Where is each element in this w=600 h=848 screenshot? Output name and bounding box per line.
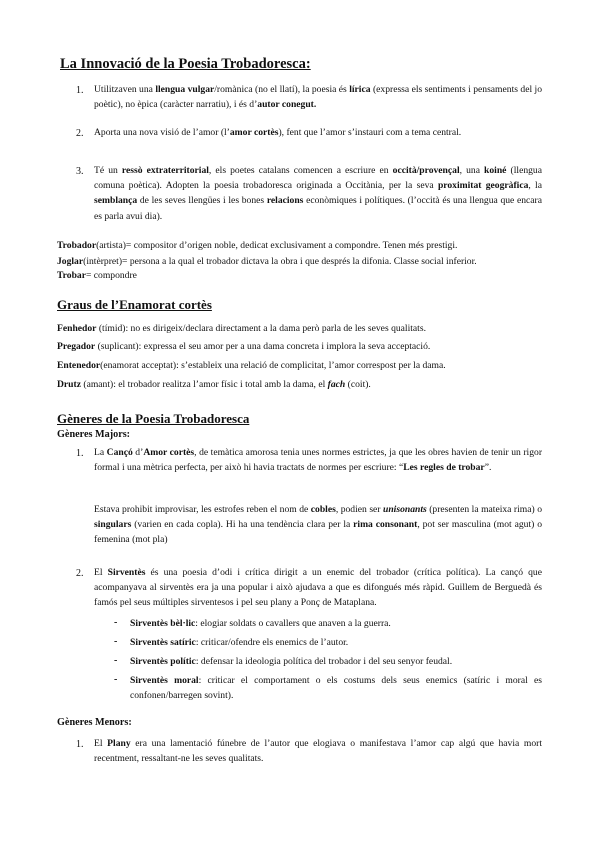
bullet-dash: - <box>114 674 118 685</box>
section-heading: Graus de l’Enamorat cortès <box>57 297 212 312</box>
sirventes-type: Sirventès moral: criticar el comportament o els costums dels seus enemics (satíric i moral es confonen/barregen sovint). <box>130 675 543 701</box>
canso-paragraph-2: Estava prohibit improvisar, les estrofes reben el nom de cobles, podien ser unisonants (presenten la mateixa rima) o singulars (varien en cada copla). Hi ha una tendència clara per la rima consonant, pot ser masculina (mot agut) o femenina (mot pla) <box>94 504 542 546</box>
list-number: 1. <box>76 739 84 750</box>
grau-item: Pregador (suplicant): expressa el seu amor per a una dama concreta i implora la seva acceptació. <box>57 341 431 352</box>
sirventes-type: Sirventès satíric: criticar/ofendre els enemics de l’autor. <box>130 637 349 648</box>
innovation-item: Té un ressò extraterritorial, els poetes catalans comencen a escriure en occità/provençal, una koiné (llengua comuna poètica). Adopten la poesia trobadoresca originada a Occitània, per la seva proximitat geogràfica, la semblança de les seves llengües i les bones relacions econòmiques i polítiques. (l’occità és una llengua que encara es parla avui dia). <box>94 165 543 222</box>
canso-paragraph: La Cançó d’Amor cortès, de temàtica amorosa tenia unes normes estrictes, ja que les obres havien de tenir un rigor formal i una mètrica perfecta, per això hi havia tractats de normes per escriure: “Les regles de trobar”. <box>94 447 543 474</box>
sirventes-type: Sirventès polític: defensar la ideologia política del trobador i del seu senyor feudal. <box>130 656 453 667</box>
plany-paragraph: El Plany era una lamentació fúnebre de l’autor que elogiava o manifestava l’amor cap algú que havia mort recentment, ressaltant-ne les seves qualitats. <box>94 738 542 765</box>
innovation-item: Utilitzaven una llengua vulgar/romànica (no el llatí), la poesia és lírica (expressa els sentiments i pensaments del jo poètic), no èpica (caràcter narratiu), i és d’autor conegut. <box>94 84 543 111</box>
grau-item: Fenhedor (tímid): no es dirigeix/declara directament a la dama però parla de les seves qualitats. <box>57 323 426 334</box>
subsection-label: Gèneres Menors: <box>57 717 132 728</box>
list-number: 2. <box>76 568 84 579</box>
innovation-item: Aporta una nova visió de l’amor (l’amor cortès), fent que l’amor s’instauri com a tema central. <box>94 127 462 138</box>
list-number: 1. <box>76 85 84 96</box>
grau-item: Entenedor(enamorat acceptat): s’estableix una relació de complicitat, l’amor correspost per la dama. <box>57 360 446 371</box>
bullet-dash: - <box>114 617 118 628</box>
list-number: 3. <box>76 166 84 177</box>
sirventes-paragraph: El Sirventès és una poesia d’odi i crítica dirigit a un enemic del trobador (crítica política). La cançó que acompanyava al sirventès era ja una popular i això ajudava a que es difongués més ràpid. Guillem de Berguedà és famós pel seus múltiples sirventesos i pel seu plany a Ponç de Mataplana. <box>94 567 542 609</box>
definition-line: Trobador(artista)= compositor d’origen noble, dedicat exclusivament a compondre. Tenen més prestigi. <box>57 240 458 251</box>
definition-line: Joglar(intèrpret)= persona a la qual el trobador dictava la obra i que després la difonia. Classe social inferior. <box>57 256 477 267</box>
list-number: 2. <box>76 128 84 139</box>
bullet-dash: - <box>114 655 118 666</box>
page-title: La Innovació de la Poesia Trobadoresca: <box>60 56 311 72</box>
grau-item: Drutz (amant): el trobador realitza l’amor físic i total amb la dama, el fach (coit). <box>57 379 371 390</box>
subsection-label: Gèneres Majors: <box>57 429 131 440</box>
definition-line: Trobar= compondre <box>57 270 137 281</box>
list-number: 1. <box>76 448 84 459</box>
bullet-dash: - <box>114 636 118 647</box>
sirventes-type: Sirventès bèl·lic: elogiar soldats o cavallers que anaven a la guerra. <box>130 618 391 629</box>
section-heading: Gèneres de la Poesia Trobadoresca <box>57 411 250 426</box>
